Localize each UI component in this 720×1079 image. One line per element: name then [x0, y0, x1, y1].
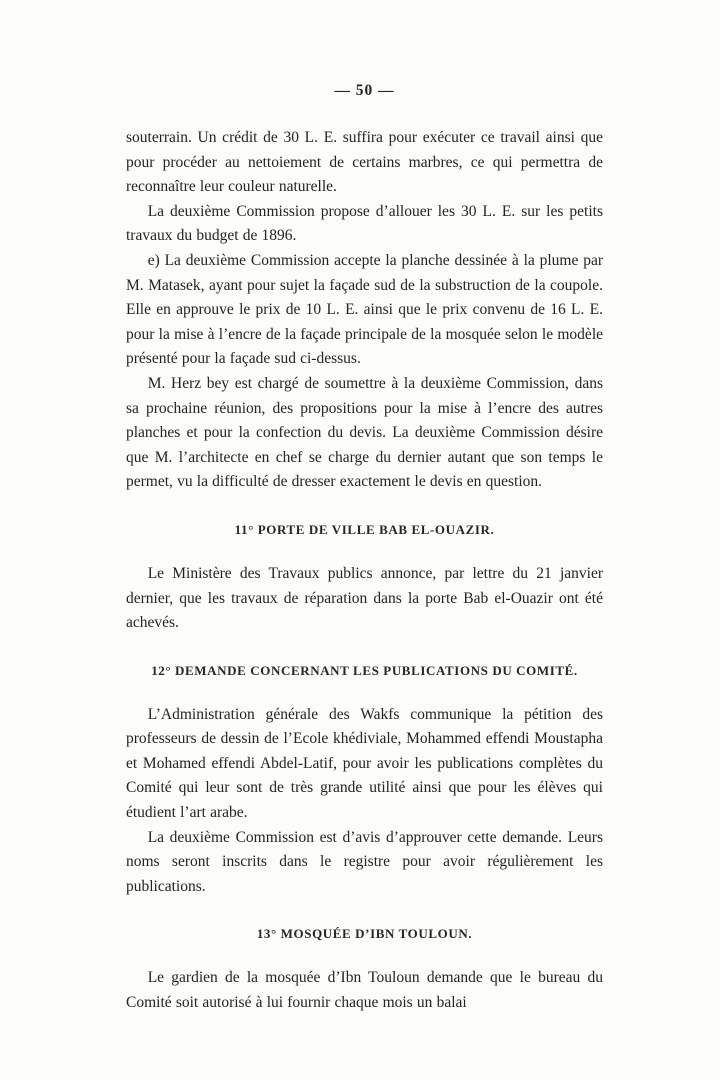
paragraph: e) La deuxième Commission accepte la planche dessinée à la plume par M. Matasek, ayant pour sujet la façade sud de la substruction de la coupole. Elle en approuve le prix de 10 L. E. ainsi que le prix convenu de 16 L. E. pour la mise à l’encre de la façade principale de la mosquée selon le modèle présenté pour la façade sud ci-dessus.: [126, 251, 603, 368]
section-heading-12: 12° DEMANDE CONCERNANT LES PUBLICATIONS DU COMITÉ.: [151, 662, 578, 678]
paragraph: M. Herz bey est chargé de soumettre à la deuxième Commission, dans sa prochaine réunion, des propositions pour la mise à l’encre des autres planches et pour la confection du devis. La deuxième Commission désire que M. l’architecte en chef se charge du dernier autant que son temps le permet, vu la difficulté de dresser exactement le devis en question.: [126, 374, 603, 491]
page-number: — 50 —: [334, 82, 395, 99]
section-heading-13: 13° MOSQUÉE D’IBN TOULOUN.: [256, 926, 473, 942]
paragraph: L’Administration générale des Wakfs communique la pétition des professeurs de dessin de l’Ecole khédiviale, Mohammed effendi Moustapha et Mohamed effendi Abdel-Latif, pour avoir les publications complètes du Comité qui leur sont de très grande utilité ainsi que pour les élèves qui étudient l’art arabe.: [126, 705, 603, 822]
paragraph: La deuxième Commission est d’avis d’approuver cette demande. Leurs noms seront inscrits dans le registre pour avoir régulièrement les publications.: [126, 828, 603, 895]
paragraph: La deuxième Commission propose d’allouer les 30 L. E. sur les petits travaux du budget de 1896.: [126, 202, 603, 245]
section-heading-11: 11° PORTE DE VILLE BAB EL-OUAZIR.: [234, 521, 495, 537]
paragraph: souterrain. Un crédit de 30 L. E. suffira pour exécuter ce travail ainsi que pour procéder au nettoiement de certains marbres, ce qui permettra de reconnaître leur couleur naturelle.: [126, 129, 603, 196]
paragraph: Le Ministère des Travaux publics annonce, par lettre du 21 janvier dernier, que les travaux de réparation dans la porte Bab el-Ouazir ont été achevés.: [126, 564, 603, 632]
paragraph: Le gardien de la mosquée d’Ibn Touloun demande que le bureau du Comité soit autorisé à lui fournir chaque mois un balai: [126, 969, 603, 1012]
